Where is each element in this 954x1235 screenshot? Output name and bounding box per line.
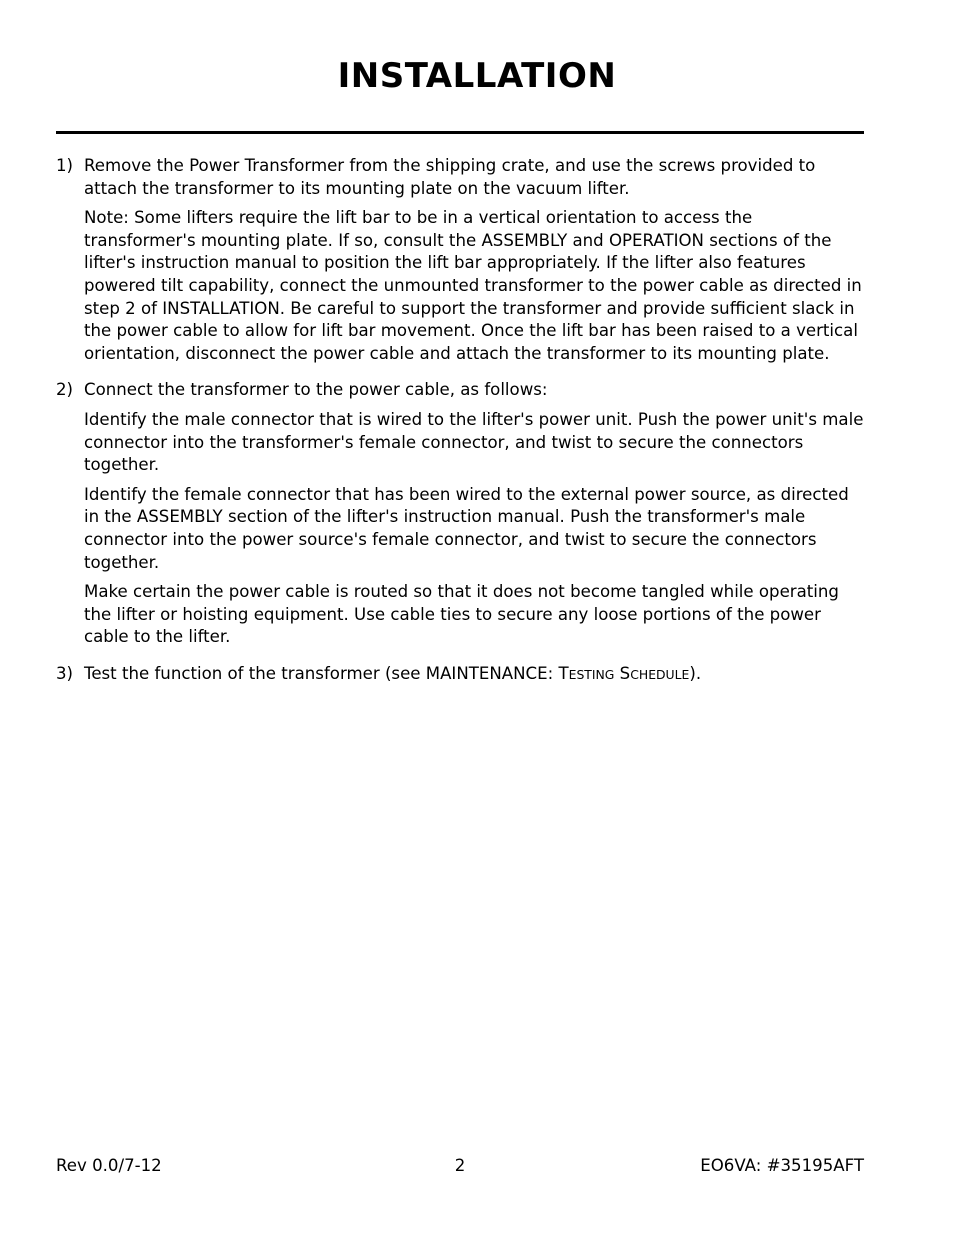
step-note: Note: Some lifters require the lift bar to be in a vertical orientation to access the transformer's mounting plate. If so, consult the ASSEMBLY and OPERATION sections of the lifter's instruction manual to position the lift bar appropriately. If the lifter also features powered tilt capability, connect the unmounted transformer to the power cable as directed in step 2 of INSTALLATION. Be careful to support the transformer and provide sufficient slack in the power cable to allow for lift bar movement. Once the lift bar has been raised to a vertical orientation, disconnect the power cable and attach the transformer to its mounting plate. bbox=[84, 208, 862, 363]
step-paragraph: Identify the female connector that has been wired to the external power source, as directed in the ASSEMBLY section of the lifter's instruction manual. Push the transformer's male connector into the power source's female connector, and twist to secure the connectors together. bbox=[84, 484, 849, 572]
step-number: 1) bbox=[56, 156, 74, 175]
page-footer bbox=[56, 1156, 864, 1180]
step-text-end: ). bbox=[689, 663, 702, 683]
revision-label: Rev 0.0/7-12 bbox=[56, 1156, 162, 1175]
step-number: 2) bbox=[56, 380, 74, 400]
step-3 bbox=[56, 663, 866, 687]
installation-steps bbox=[56, 155, 866, 700]
step-2 bbox=[56, 379, 866, 649]
step-paragraph bbox=[84, 663, 866, 687]
ref-initial-t: T bbox=[558, 663, 569, 683]
ref-rest-schedule: CHEDULE bbox=[630, 666, 690, 682]
step-paragraph: Remove the Power Transformer from the shipping crate, and use the screws provided to attach the transformer to its mounting plate on the vacuum lifter. bbox=[84, 156, 816, 198]
title-divider bbox=[56, 131, 864, 134]
page-number: 2 bbox=[454, 1156, 466, 1175]
ref-rest-testing: ESTING bbox=[568, 666, 615, 682]
step-text: Test the function of the transformer (see MAINTENANCE: bbox=[84, 663, 559, 683]
ref-initial-s: S bbox=[614, 663, 631, 683]
step-number: 3) bbox=[56, 663, 74, 683]
step-1 bbox=[56, 155, 866, 365]
step-paragraph: Make certain the power cable is routed so that it does not become tangled while operating the lifter or hoisting equipment. Use cable ties to secure any loose portions of the power cable to the lifter. bbox=[84, 582, 839, 647]
step-paragraph: Identify the male connector that is wired to the lifter's power unit. Push the power unit's male connector into the transformer's female connector, and twist to secure the connectors together. bbox=[84, 409, 864, 475]
step-paragraph: Connect the transformer to the power cable, as follows: bbox=[84, 380, 548, 400]
document-id: EO6VA: #35195AFT bbox=[700, 1156, 864, 1175]
page-title: INSTALLATION bbox=[337, 56, 617, 96]
